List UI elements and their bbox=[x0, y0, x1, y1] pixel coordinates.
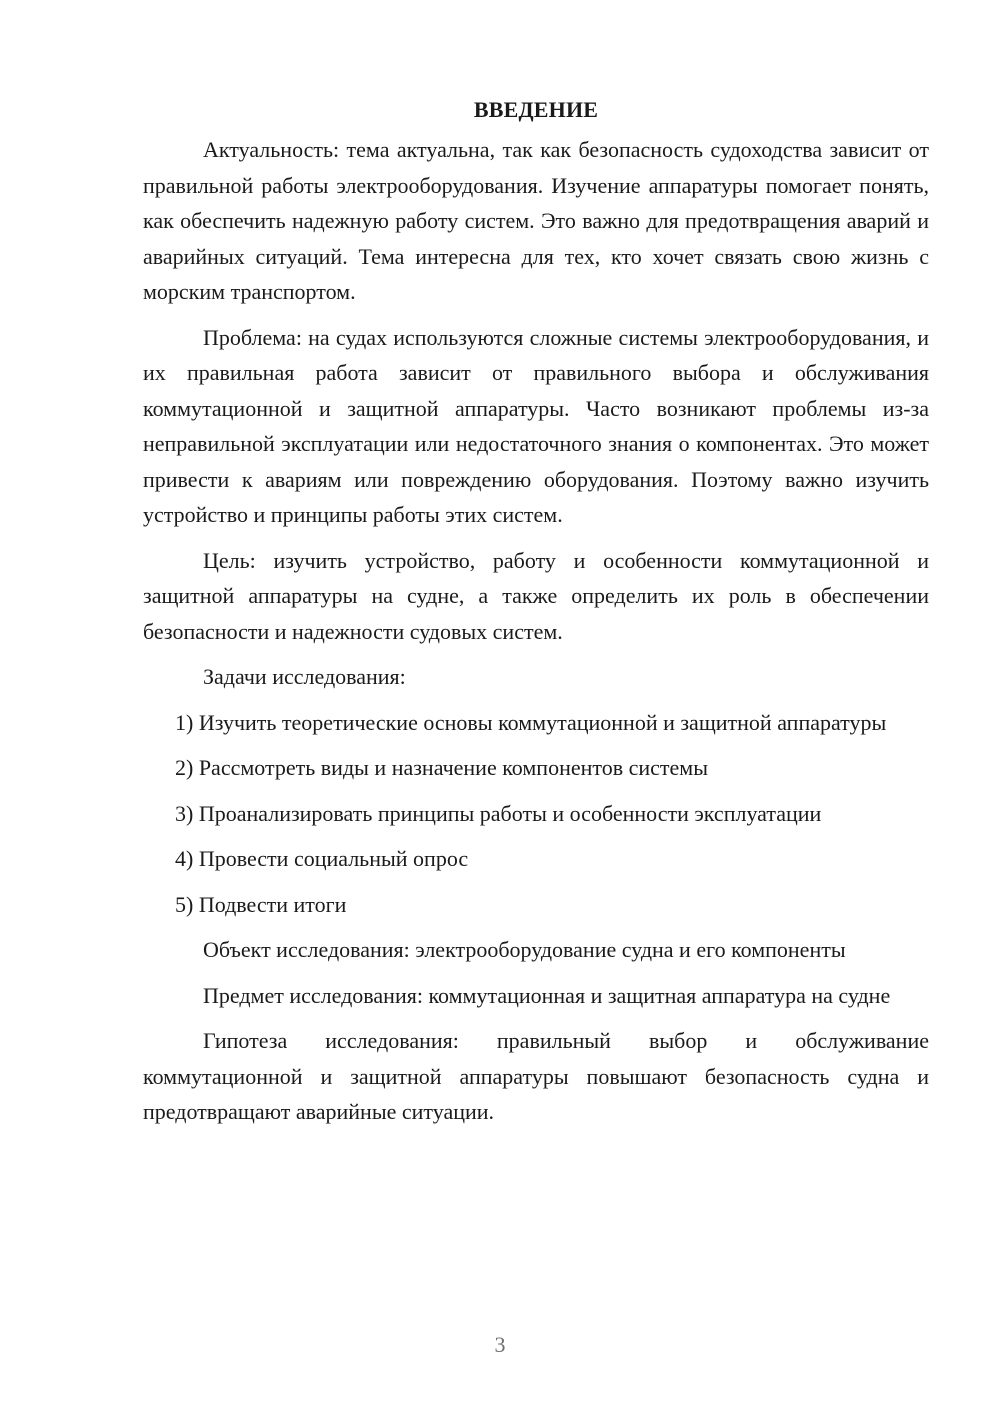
task-item-4: 4) Провести социальный опрос bbox=[175, 846, 469, 871]
hypothesis-paragraph: Гипотеза исследования: правильный выбор и обслуживание коммутационной и защитной аппаратуры повышают безопасность судна и предотвращают аварийные ситуации. bbox=[143, 1028, 929, 1124]
page-number: 3 bbox=[494, 1332, 506, 1357]
relevance-paragraph: Актуальность: тема актуальна, так как безопасность судоходства зависит от правильной работы электрооборудования. Изучение аппаратуры помогает понять, как обеспечить надежную работу систем. Это важно для предотвращения аварий и аварийных ситуаций. Тема интересна для тех, кто хочет связать свою жизнь с морским транспортом. bbox=[143, 137, 929, 304]
section-title: ВВЕДЕНИЕ bbox=[473, 97, 599, 122]
object-paragraph: Объект исследования: электрооборудование судна и его компоненты bbox=[203, 937, 846, 962]
document-page bbox=[143, 92, 929, 1140]
task-item-1: 1) Изучить теоретические основы коммутационной и защитной аппаратуры bbox=[175, 709, 887, 735]
task-item-2: 2) Рассмотреть виды и назначение компонентов системы bbox=[175, 755, 708, 780]
task-item-5: 5) Подвести итоги bbox=[175, 891, 347, 917]
task-item-3: 3) Проанализировать принципы работы и особенности эксплуатации bbox=[175, 800, 822, 826]
tasks-heading: Задачи исследования: bbox=[203, 664, 406, 689]
subject-paragraph: Предмет исследования: коммутационная и защитная аппаратура на судне bbox=[203, 982, 891, 1008]
goal-paragraph: Цель: изучить устройство, работу и особенности коммутационной и защитной аппаратуры на судне, а также определить их роль в обеспечении безопасности и надежности судовых систем. bbox=[143, 547, 929, 644]
problem-paragraph: Проблема: на судах используются сложные системы электрооборудования, и их правильная работа зависит от правильного выбора и обслуживания коммутационной и защитной аппаратуры. Часто возникают проблемы из-за неправильной эксплуатации или недостаточного знания о компонентах. Это может привести к авариям или повреждению оборудования. Поэтому важно изучить устройство и принципы работы этих систем. bbox=[143, 324, 929, 527]
